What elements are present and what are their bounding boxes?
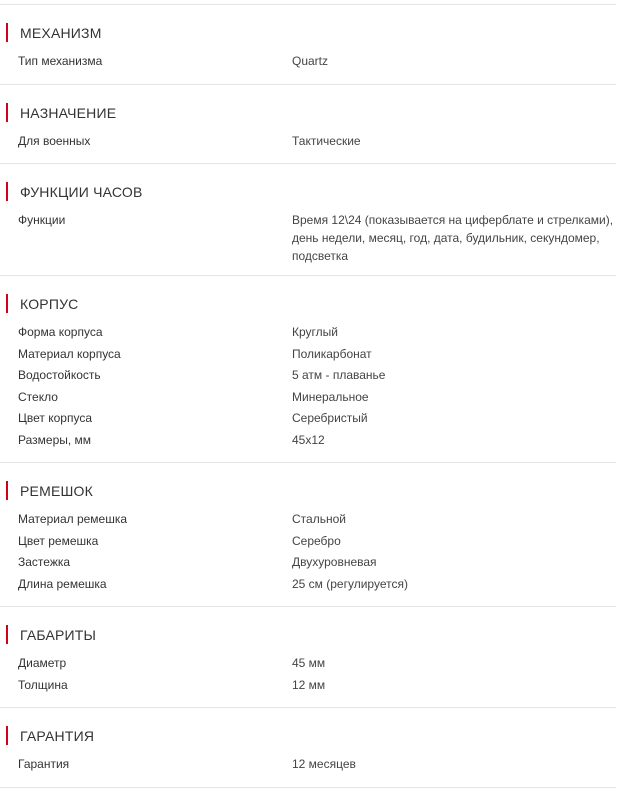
- spec-row: [0, 132, 616, 154]
- spec-value: Круглый: [292, 325, 338, 339]
- spec-value: Двухуровневая: [292, 555, 377, 569]
- section-title: РЕМЕШОК: [20, 483, 93, 499]
- spec-section: [0, 103, 616, 165]
- spec-row: [0, 431, 616, 453]
- section-accent-bar: [6, 726, 8, 745]
- spec-label: Гарантия: [18, 757, 70, 771]
- section-heading: [6, 294, 616, 314]
- spec-rows: [0, 202, 616, 275]
- spec-row: [0, 510, 616, 532]
- spec-label: Цвет ремешка: [18, 533, 99, 548]
- spec-row: [0, 323, 616, 345]
- spec-rows: [0, 123, 616, 164]
- spec-label: Материал корпуса: [18, 346, 121, 361]
- spec-row: [0, 553, 616, 575]
- section-accent-bar: [6, 481, 8, 500]
- spec-value: 45x12: [292, 432, 325, 447]
- spec-value: Серебро: [292, 533, 341, 548]
- spec-label: Цвет корпуса: [18, 411, 92, 425]
- spec-label: Материал ремешка: [18, 512, 128, 526]
- spec-label: Застежка: [18, 555, 71, 569]
- section-heading: [6, 103, 616, 123]
- spec-rows: [0, 746, 616, 787]
- spec-value: 5 атм - плаванье: [292, 368, 386, 382]
- spec-label: Для военных: [18, 133, 91, 148]
- spec-row: [0, 755, 616, 777]
- spec-row: [0, 676, 616, 698]
- spec-label: Тип механизма: [18, 54, 103, 68]
- spec-sections: [0, 23, 616, 788]
- section-title: МЕХАНИЗМ: [20, 25, 102, 41]
- spec-value: Время 12\24 (показывается на циферблате и стрелками), день недели, месяц, год, дата, будильник, секундомер, подсветка: [292, 213, 614, 263]
- spec-value: 45 мм: [292, 656, 326, 670]
- spec-label: Стекло: [18, 389, 58, 404]
- spec-label: Размеры, мм: [18, 432, 92, 447]
- spec-row: [0, 654, 616, 676]
- spec-value: Серебристый: [292, 411, 368, 425]
- section-title: ГАБАРИТЫ: [20, 627, 97, 643]
- section-title: НАЗНАЧЕНИЕ: [20, 104, 117, 121]
- spec-section: [0, 23, 616, 85]
- spec-rows: [0, 314, 616, 462]
- spec-row: [0, 409, 616, 431]
- section-accent-bar: [6, 294, 8, 313]
- section-accent-bar: [6, 23, 8, 42]
- spec-section: [0, 481, 616, 607]
- spec-value: 25 см (регулируется): [292, 576, 408, 591]
- spec-row: [0, 345, 616, 367]
- spec-label: Функции: [18, 213, 66, 227]
- spec-row: [0, 366, 616, 388]
- section-heading: [6, 182, 616, 202]
- spec-rows: [0, 43, 616, 84]
- spec-label: Форма корпуса: [18, 325, 103, 339]
- spec-row: [0, 575, 616, 597]
- spec-row: [0, 388, 616, 410]
- spec-label: Толщина: [18, 677, 68, 692]
- spec-value: Стальной: [292, 512, 346, 526]
- section-accent-bar: [6, 625, 8, 644]
- section-heading: [6, 481, 616, 501]
- spec-label: Длина ремешка: [18, 576, 107, 591]
- spec-section: [0, 625, 616, 708]
- spec-row: [0, 52, 616, 74]
- spec-row: [0, 532, 616, 554]
- section-heading: [6, 625, 616, 645]
- section-accent-bar: [6, 182, 8, 201]
- spec-section: [0, 294, 616, 463]
- spec-row: [0, 211, 616, 265]
- spec-value: Минеральное: [292, 389, 369, 404]
- section-title: КОРПУС: [20, 296, 79, 312]
- spec-rows: [0, 501, 616, 606]
- spec-value: Тактические: [292, 133, 361, 148]
- spec-section: [0, 726, 616, 788]
- section-accent-bar: [6, 103, 8, 122]
- spec-label: Диаметр: [18, 656, 67, 670]
- section-title: ГАРАНТИЯ: [20, 728, 95, 744]
- spec-rows: [0, 645, 616, 707]
- spec-label: Водостойкость: [18, 368, 101, 382]
- spec-value: 12 мм: [292, 677, 326, 692]
- spec-value: Quartz: [292, 54, 329, 68]
- top-divider: [0, 0, 616, 5]
- spec-value: 12 месяцев: [292, 757, 356, 771]
- spec-value: Поликарбонат: [292, 346, 372, 361]
- section-title: ФУНКЦИИ ЧАСОВ: [20, 184, 143, 200]
- section-heading: [6, 23, 616, 43]
- section-heading: [6, 726, 616, 746]
- spec-section: [0, 182, 616, 276]
